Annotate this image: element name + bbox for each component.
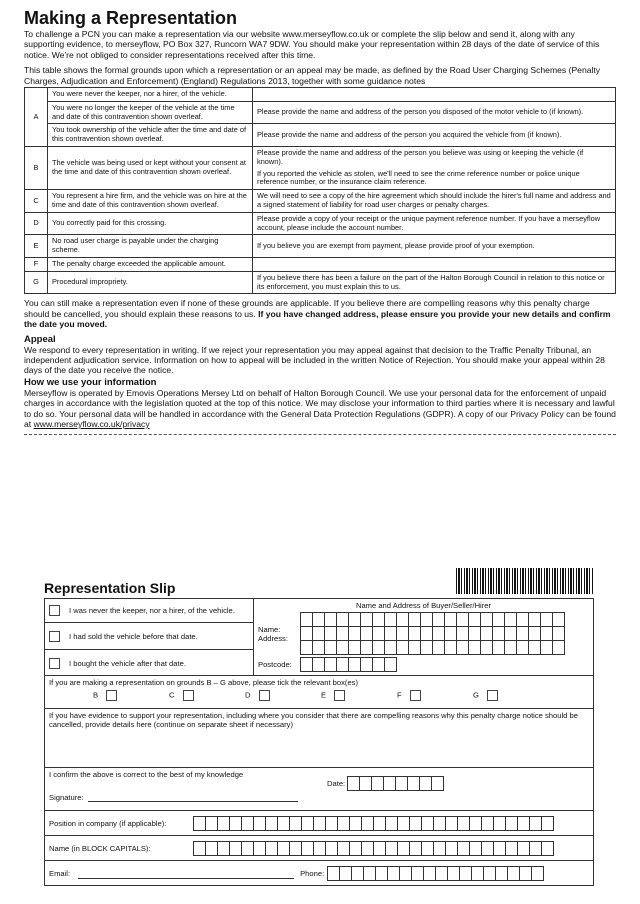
confirm-text: I confirm the above is correct to the best of my knowledge xyxy=(49,770,244,779)
notice-page xyxy=(24,8,616,435)
barcode xyxy=(456,568,594,594)
option-label: I bought the vehicle after that date. xyxy=(69,658,186,668)
ground-note-line: Please provide the name and address of the person you believe was using or keeping the vehicle (if known). xyxy=(257,148,584,166)
ground-text: Procedural impropriety. xyxy=(48,271,253,294)
signature-line[interactable] xyxy=(88,793,298,802)
appeal-heading: Appeal xyxy=(24,333,56,345)
ground-note xyxy=(253,257,616,271)
table-row xyxy=(25,147,616,190)
date-row xyxy=(327,776,443,791)
option-label: I was never the keeper, nor a hirer, of the vehicle. xyxy=(69,606,235,615)
table-row xyxy=(25,212,616,235)
address-label: Address: xyxy=(258,633,288,643)
table-intro-paragraph: This table shows the formal grounds upon which a representation or an appeal may be made, as defined by the Road User Charging Schemes (Penalty Charges, Adjudication and Enforcement) (England) Regulations 2013, together with some guidance notes xyxy=(24,65,601,86)
signature-section xyxy=(44,768,594,811)
ground-text: You were never the keeper, nor a hirer, of the vehicle. xyxy=(48,88,253,102)
option-label: I had sold the vehicle before that date. xyxy=(69,631,198,641)
date-cells[interactable] xyxy=(347,776,443,791)
signature-row xyxy=(49,793,298,802)
name-label: Name: xyxy=(258,624,281,634)
ground-note: Please provide the name and address of the person you acquired the vehicle from (if known). xyxy=(253,124,616,147)
phone-cells[interactable] xyxy=(327,866,543,881)
option-checkbox[interactable] xyxy=(49,605,60,616)
grounds-tick-row xyxy=(49,690,589,701)
ground-letter: D xyxy=(25,212,48,235)
ground-note xyxy=(253,88,616,102)
position-label: Position in company (if applicable): xyxy=(49,818,167,828)
position-row xyxy=(44,811,594,836)
ground-text: The penalty charge exceeded the applicable amount. xyxy=(48,257,253,271)
ground-note: Please provide a copy of your receipt or the unique payment reference number. If you have a merseyflow account, please include the account number. xyxy=(253,212,616,235)
privacy-link[interactable]: www.merseyflow.co.uk/privacy xyxy=(33,419,150,430)
evidence-prompt: If you have evidence to support your representation, including where you consider that there are compelling reasons why this penalty charge notice should be cancelled, provide details here (continue on separate sheet if necessary) xyxy=(49,711,578,729)
ground-note xyxy=(253,147,616,190)
table-row xyxy=(25,190,616,213)
intro-paragraph: To challenge a PCN you can make a representation via our website www.merseyflow.co.uk or complete the slip below and send it, along with any supporting evidence, to merseyflow, PO Box 327, Runcorn WA7 9DW. You should make your representation within 28 days of the date of service of this notice. We're not obliged to consider representations received after this time. xyxy=(24,29,600,60)
address-change-notice: If you have changed address, please ensure you provide your new details and confirm the date you moved. xyxy=(24,308,611,330)
table-row xyxy=(25,271,616,294)
option-sold[interactable] xyxy=(45,623,253,650)
ground-tick-e[interactable]: E xyxy=(321,690,397,701)
email-label: Email: xyxy=(49,868,71,878)
contact-row xyxy=(44,861,594,886)
table-row xyxy=(25,124,616,147)
ground-text: No road user charge is payable under the charging scheme. xyxy=(48,235,253,258)
phone-label: Phone: xyxy=(300,868,325,878)
after-table-paragraph xyxy=(24,298,616,329)
name-caps-row xyxy=(44,836,594,861)
ground-letter: F xyxy=(25,257,48,271)
table-row xyxy=(25,101,616,124)
ground-note: Please provide the name and address of the person you disposed of the motor vehicle to (if known). xyxy=(253,101,616,124)
appeal-text: We respond to every representation in writing. If we reject your representation you may appeal against that decision to the Traffic Penalty Tribunal, an independent adjudication service. Information on how to appeal will be included in the written Notice of Rejection. You should make your appeal within 28 days of the date you receive the notice. xyxy=(24,344,605,376)
name-caps-label: Name (in BLOCK CAPITALS): xyxy=(49,843,151,853)
email-field[interactable] xyxy=(78,868,294,879)
option-bought[interactable] xyxy=(45,650,253,676)
postcode-row xyxy=(258,657,589,672)
position-cells[interactable] xyxy=(193,816,553,831)
postcode-label: Postcode: xyxy=(258,660,292,669)
ground-note: If you believe you are exempt from payment, please provide proof of your exemption. xyxy=(253,235,616,258)
ground-note: If you believe there has been a failure on the part of the Halton Borough Council in relation to this notice or its enforcement, you must explain this to us. xyxy=(253,271,616,294)
representation-slip xyxy=(44,578,594,886)
name-caps-cells[interactable] xyxy=(193,841,553,856)
info-paragraph xyxy=(24,388,616,430)
ground-letter: G xyxy=(25,271,48,294)
name-address-cells[interactable] xyxy=(300,612,564,655)
ground-tick-d[interactable]: D xyxy=(245,690,321,701)
table-row xyxy=(25,235,616,258)
table-row xyxy=(25,257,616,271)
postcode-cells[interactable] xyxy=(300,657,396,672)
after-table-text: You can still make a representation even if none of these grounds are applicable. If you believe there are compelling reasons why this penalty charge should be cancelled, you should explain these reasons to us. xyxy=(24,298,590,319)
info-text: Merseyflow is operated by Emovis Operations Mersey Ltd on behalf of Halton Borough Council. We use your personal data for the enforcement of unpaid charges in accordance with the legislation quoted at the top of this notice. We may disclose your information to third parties where it is necessary and lawful to do so. Your personal data will be handled in accordance with the General Data Protection Regulations (GDPR). A copy of our Privacy Policy can be found at xyxy=(24,387,616,430)
ground-letter: B xyxy=(25,147,48,190)
date-label: Date: xyxy=(327,779,346,788)
ground-tick-f[interactable]: F xyxy=(397,690,473,701)
option-never-keeper[interactable] xyxy=(45,599,253,623)
ground-text: You were no longer the keeper of the vehicle at the time and date of this contravention shown overleaf. xyxy=(48,101,253,124)
ground-text: You correctly paid for this crossing. xyxy=(48,212,253,235)
ground-text: The vehicle was being used or kept without your consent at the time and date of this contravention shown overleaf. xyxy=(48,147,253,190)
ground-tick-g[interactable]: G xyxy=(473,690,533,701)
table-row xyxy=(25,88,616,102)
cut-line xyxy=(24,433,616,435)
grounds-tick-section xyxy=(44,676,594,709)
ground-note: We will need to see a copy of the hire agreement which should include the hirer's full name and address and a signed statement of liability for road user charges or penalty charges. xyxy=(253,190,616,213)
ground-letter: A xyxy=(25,88,48,147)
keeper-section xyxy=(44,598,594,676)
ground-note-line: If you reported the vehicle as stolen, we'll need to see the crime reference number or police unique reference number, or the insurance claim reference. xyxy=(257,168,580,187)
grounds-table xyxy=(24,87,616,294)
ground-tick-b[interactable]: B xyxy=(93,690,169,701)
buyer-heading: Name and Address of Buyer/Seller/Hirer xyxy=(355,601,492,610)
slip-title: Representation Slip xyxy=(44,580,176,596)
option-checkbox[interactable] xyxy=(49,631,60,642)
ground-tick-c[interactable]: C xyxy=(169,690,245,701)
ground-text: You represent a hire firm, and the vehicle was on hire at the time and date of this contravention shown overleaf. xyxy=(48,190,253,213)
evidence-section[interactable] xyxy=(44,709,594,768)
info-heading: How we use your information xyxy=(24,376,157,388)
option-checkbox[interactable] xyxy=(49,658,60,669)
keeper-options xyxy=(45,599,254,675)
page-title: Making a Representation xyxy=(24,8,238,28)
buyer-details xyxy=(254,599,593,675)
ground-text: You took ownership of the vehicle after the time and date of this contravention shown overleaf. xyxy=(48,124,253,147)
grounds-prompt: If you are making a representation on grounds B – G above, please tick the relevant box(es) xyxy=(49,678,358,687)
name-row xyxy=(258,612,589,655)
ground-letter: E xyxy=(25,235,48,258)
signature-label: Signature: xyxy=(49,793,84,802)
ground-letter: C xyxy=(25,190,48,213)
